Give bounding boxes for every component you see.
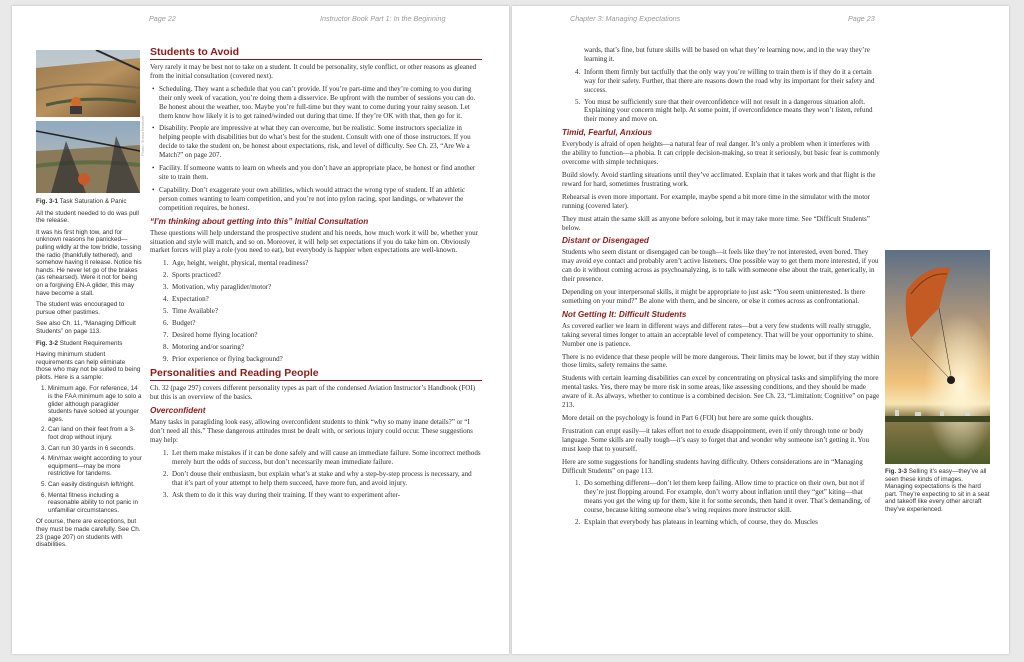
overconfident-list bbox=[150, 449, 482, 500]
list-item: 4. Expectation? bbox=[170, 295, 482, 304]
fig-3-1-caption bbox=[36, 198, 142, 206]
list-item: 1. Let them make mistakes if it can be done safely and will cause an immediate failure. Some incorrect methods merely hurt the odds of success, but don’t necessarily mean immediate failure. bbox=[170, 449, 482, 467]
heading-distant: Distant or Disengaged bbox=[562, 236, 649, 246]
fig-3-2-label: Fig. 3-2 bbox=[36, 339, 59, 347]
list-item: 1. Minimum age. For reference, 14 is the FAA minimum age to solo a glider although paraglider students have soloed at younger ages. bbox=[48, 385, 142, 423]
list-item: 5. You must be sufficiently sure that their overconfidence will not result in a dangerous situation aloft. Explaining your concern might help. At some point, if overconfidence means they won’t listen, refund their money and move on. bbox=[582, 98, 880, 125]
right-page bbox=[512, 6, 1009, 654]
body-paragraph: They must attain the same skill as anyone before soloing, but it may take more time. See “Difficult Students” below. bbox=[562, 214, 870, 232]
running-header-page-number: Page 23 bbox=[848, 14, 875, 23]
consultation-questions-list bbox=[150, 259, 482, 363]
sidebar-paragraph: It was his first high tow, and for unknown reasons he panicked—pulling wildly at the tow bridle, tossing the radio (thankfully tethered), and somehow having it release. Notice his hands. He never let go of the brakes (as rehearsed). Were it not for being on a forgiving EN-A glider, this may have become a stall. bbox=[36, 228, 142, 297]
heading-timid: Timid, Fearful, Anxious bbox=[562, 128, 653, 138]
difficult-students-list bbox=[562, 479, 880, 527]
heading-not-getting-it: Not Getting It: Difficult Students bbox=[562, 309, 687, 319]
body-paragraph: There is no evidence that these people will be more dangerous. Their limits may be lower, but if they stay within those limits, safety remains the same. bbox=[562, 352, 880, 370]
body-paragraph: These questions will help understand the prospective student and his needs, how much work it will be, whether your situation and style will match, and so on. Moreover, it will help set expectations if you do take him on. Obviously market forces will play a role (you need to eat), but everybody is happier when expectations are well-known. bbox=[150, 228, 479, 255]
overconfident-list-continued bbox=[562, 68, 880, 124]
right-main-column bbox=[562, 46, 880, 531]
body-paragraph: Students with certain learning disabilities can excel by concentrating on physical tasks and simplifying the more mental tasks. Yes, there may be more risk in some areas, like assessing conditions, and they should be made aware of it. As always, whether to continue is a combined decision. See Ch. 23, “Limitation: Cognitive” on page 213. bbox=[562, 374, 880, 410]
list-item: 8. Motoring and/or soaring? bbox=[170, 343, 482, 352]
body-paragraph: Ch. 32 (page 297) covers different personality types as part of the condensed Aviation Instructor’s Handbook (FOI) but this is an overview of the basics. bbox=[150, 384, 476, 402]
bullet-item: • Facility. If someone wants to learn on wheels and you don’t have an appropriate place, be honest or find another site to train them. bbox=[150, 164, 482, 182]
fig-3-1-label: Fig. 3-1 bbox=[36, 198, 59, 205]
list-item: 5. Time Available? bbox=[170, 307, 482, 316]
body-paragraph: Build slowly. Avoid startling situations until they’ve acclimated. Explain that it takes work and that flight is the reward for hard, sometimes frustrating work. bbox=[562, 170, 876, 188]
fig-3-3-label: Fig. 3-3 bbox=[885, 468, 908, 475]
list-item: 5. Can easily distinguish left/right. bbox=[48, 481, 142, 489]
list-item: 2. Can land on their feet from a 3-foot drop without injury. bbox=[48, 426, 142, 441]
list-item: 3. Motivation, why paraglider/motor? bbox=[170, 283, 482, 292]
list-item: 2. Don’t douse their enthusiasm, but explain what’s at stake and why a step-by-step process is necessary, and that it’s part of your attempt to help them succeed, have more fun, and avoid injury. bbox=[170, 470, 482, 488]
photo-credit: Photo: Sheila Reinhart bbox=[140, 115, 145, 156]
body-paragraph: Many tasks in paragliding look easy, allowing overconfident students to think “why so many inane details?” or “I don’t need all this.” These dangerous attitudes must be dealt with, or serious injury could occur. These suggestions may help: bbox=[150, 418, 473, 445]
body-paragraph: Very rarely it may be best not to take on a student. It could be personality, style conflict, or other reasons as gleaned from the initial consultation (covered next). bbox=[150, 63, 477, 80]
list-item: 3. Ask them to do it this way during their training. If they want to experiment after- bbox=[170, 491, 482, 500]
list-item: 3. Can run 30 yards in 6 seconds. bbox=[48, 445, 142, 453]
fig-3-2-title: Student Requirements bbox=[58, 339, 123, 347]
heading-students-to-avoid: Students to Avoid bbox=[150, 46, 482, 60]
photo-aerial-view bbox=[36, 50, 140, 117]
bullet-item: • Capability. Don’t exaggerate your own abilities, which would attract the wrong type of student. If an athletic person comes wanting to learn competition, and you’re not into pylon racing, spot landings, or whatever the competition requires, be honest. bbox=[150, 186, 482, 213]
photo-cockpit-view bbox=[36, 121, 140, 193]
body-paragraph: Depending on your interpersonal skills, it might be appropriate to just ask: “You seem uninterested. Is there something on your mind?” Be alone with them, and be sincere, or else it comes across as confrontational. bbox=[562, 288, 866, 305]
running-header-page-number: Page 22 bbox=[149, 14, 176, 23]
left-sidebar bbox=[36, 198, 142, 553]
list-item: 4. Min/max weight according to your equipment—may be more restrictive for tandems. bbox=[48, 455, 142, 478]
fig-3-3-text: Selling it’s easy—they’ve all seen these kinds of images. Managing expectations is the hard part. They’re expecting to sit in a seat and takeoff like every other aircraft they’ve experienced. bbox=[885, 468, 990, 513]
heading-initial-consultation: “I’m thinking about getting into this” Initial Consultation bbox=[150, 216, 369, 226]
left-page bbox=[12, 6, 509, 654]
sidebar-paragraph: See also Ch. 11, “Managing Difficult Students” on page 113. bbox=[36, 320, 136, 335]
body-paragraph: Students who seem distant or disengaged can be tough—it feels like they’re not interested, even bored. They may avoid eye contact and probably aren’t active listeners. One possible way to get them more interested, if you can do it without coming across as psychoanalyzing, is to talk with someone else about the trait, generically, in their presence. bbox=[562, 248, 879, 284]
photo-paraglider-sunset bbox=[885, 250, 990, 464]
body-paragraph: Here are some suggestions for handling students having difficulty. Others considerations are in “Managing Difficult Students” on page 113. bbox=[562, 457, 863, 475]
running-header-chapter: Chapter 3: Managing Expectations bbox=[570, 14, 681, 23]
sidebar-paragraph: Of course, there are exceptions, but they must be made carefully. See Ch. 23 (page 207) on students with disabilities. bbox=[36, 518, 141, 549]
body-paragraph-continued: wards, that’s fine, but future skills will be based on what they’re learning now, and in the way they’re learning it. bbox=[584, 46, 870, 63]
list-item: 7. Desired home flying location? bbox=[170, 331, 482, 340]
list-item: 4. Inform them firmly but tactfully that the only way you’re willing to train them is if they do it a certain way for their safety. Further, that there are reasons down the road why its important for their safety and success. bbox=[582, 68, 880, 95]
running-header-book-title: Instructor Book Part 1: In the Beginning bbox=[320, 14, 446, 23]
sidebar-paragraph: The student was encouraged to pursue other pastimes. bbox=[36, 301, 125, 316]
list-item: 1. Do something different—don’t let them keep failing. Allow time to practice on their own, but not if they’re just flopping around. For example, don’t worry about inflation until they “get” kiting—that means you get the wing up for them, kite it for some seconds, then hand it over. That’s demanding, of course, because kiting someone else’s wing requires more instructor skill. bbox=[582, 479, 880, 515]
left-main-column bbox=[150, 46, 482, 504]
list-item: 2. Explain that everybody has plateaus in learning which, of course, they do. Muscles bbox=[582, 518, 880, 527]
body-paragraph: More detail on the psychology is found in Part 6 (FOI) but here are some quick thoughts. bbox=[562, 414, 814, 422]
body-paragraph: Everybody is afraid of open heights—a natural fear of real danger. It’s only a problem when it interferes with the ability to function—a phobia. It can cripple decision-making, so treat it seriously, but basic fear is commonly overcome with simple techniques. bbox=[562, 140, 880, 167]
list-item: 9. Prior experience or flying background? bbox=[170, 355, 482, 364]
bullet-item: • Disability. People are impressive at what they can overcome, but be realistic. Some instructors specialize in helping people with disabilities but do what’s best for the student. Consult with one of those instructors. If you decide to take the student on, be honest about expectations, risk, and level of difficulty. See Ch. 23, “Are We a Match?” on page 207. bbox=[150, 124, 482, 160]
list-item: 2. Sports practiced? bbox=[170, 271, 482, 280]
list-item: 6. Mental fitness including a reasonable ability to not panic in unfamiliar circumstances. bbox=[48, 492, 142, 515]
body-paragraph: As covered earlier we learn in different ways and different rates—but a very few students will really struggle, taking several times longer to attain an acceptable level of competency. That will be your opportunity to shine. Number one is patience. bbox=[562, 321, 874, 348]
sidebar-paragraph: All the student needed to do was pull the release. bbox=[36, 209, 139, 225]
body-paragraph: Rehearsal is even more important. For example, maybe spend a bit more time in the simulator with the motor running (covered later). bbox=[562, 192, 871, 210]
fig-3-1-title: Task Saturation & Panic bbox=[58, 198, 127, 205]
sidebar-paragraph: Having minimum student requirements can help eliminate those who may not be suited to being pilots. Here is a sample: bbox=[36, 351, 141, 381]
list-item: 6. Budget? bbox=[170, 319, 482, 328]
heading-personalities: Personalities and Reading People bbox=[150, 367, 482, 381]
heading-overconfident: Overconfident bbox=[150, 406, 206, 416]
list-item: 1. Age, height, weight, physical, mental readiness? bbox=[170, 259, 482, 268]
bullet-item: • Scheduling. They want a schedule that you can’t provide. If you’re part-time and they’re coming to you during their only week of vacation, you’re doing them a disservice. Be upfront with the number of sessions you can do. Be honest about the weather, too. Maybe you’re full-time but they want to come during your rainy season. Let them know how likely it is to get rained/winded out during that time. If they’re OK with that, then go for it. bbox=[150, 85, 482, 121]
fig-3-3-caption bbox=[885, 468, 991, 518]
student-requirements-list bbox=[36, 385, 142, 514]
avoid-bullet-list bbox=[150, 85, 482, 213]
body-paragraph: Frustration can erupt easily—it takes effort not to exude disappointment, even if only through tone or body language. Some skills are really tough—it’s easy to forget that and wonder why someone isn’t getting it. You must keep that to yourself. bbox=[562, 426, 870, 453]
fig-3-2-caption bbox=[36, 340, 142, 348]
